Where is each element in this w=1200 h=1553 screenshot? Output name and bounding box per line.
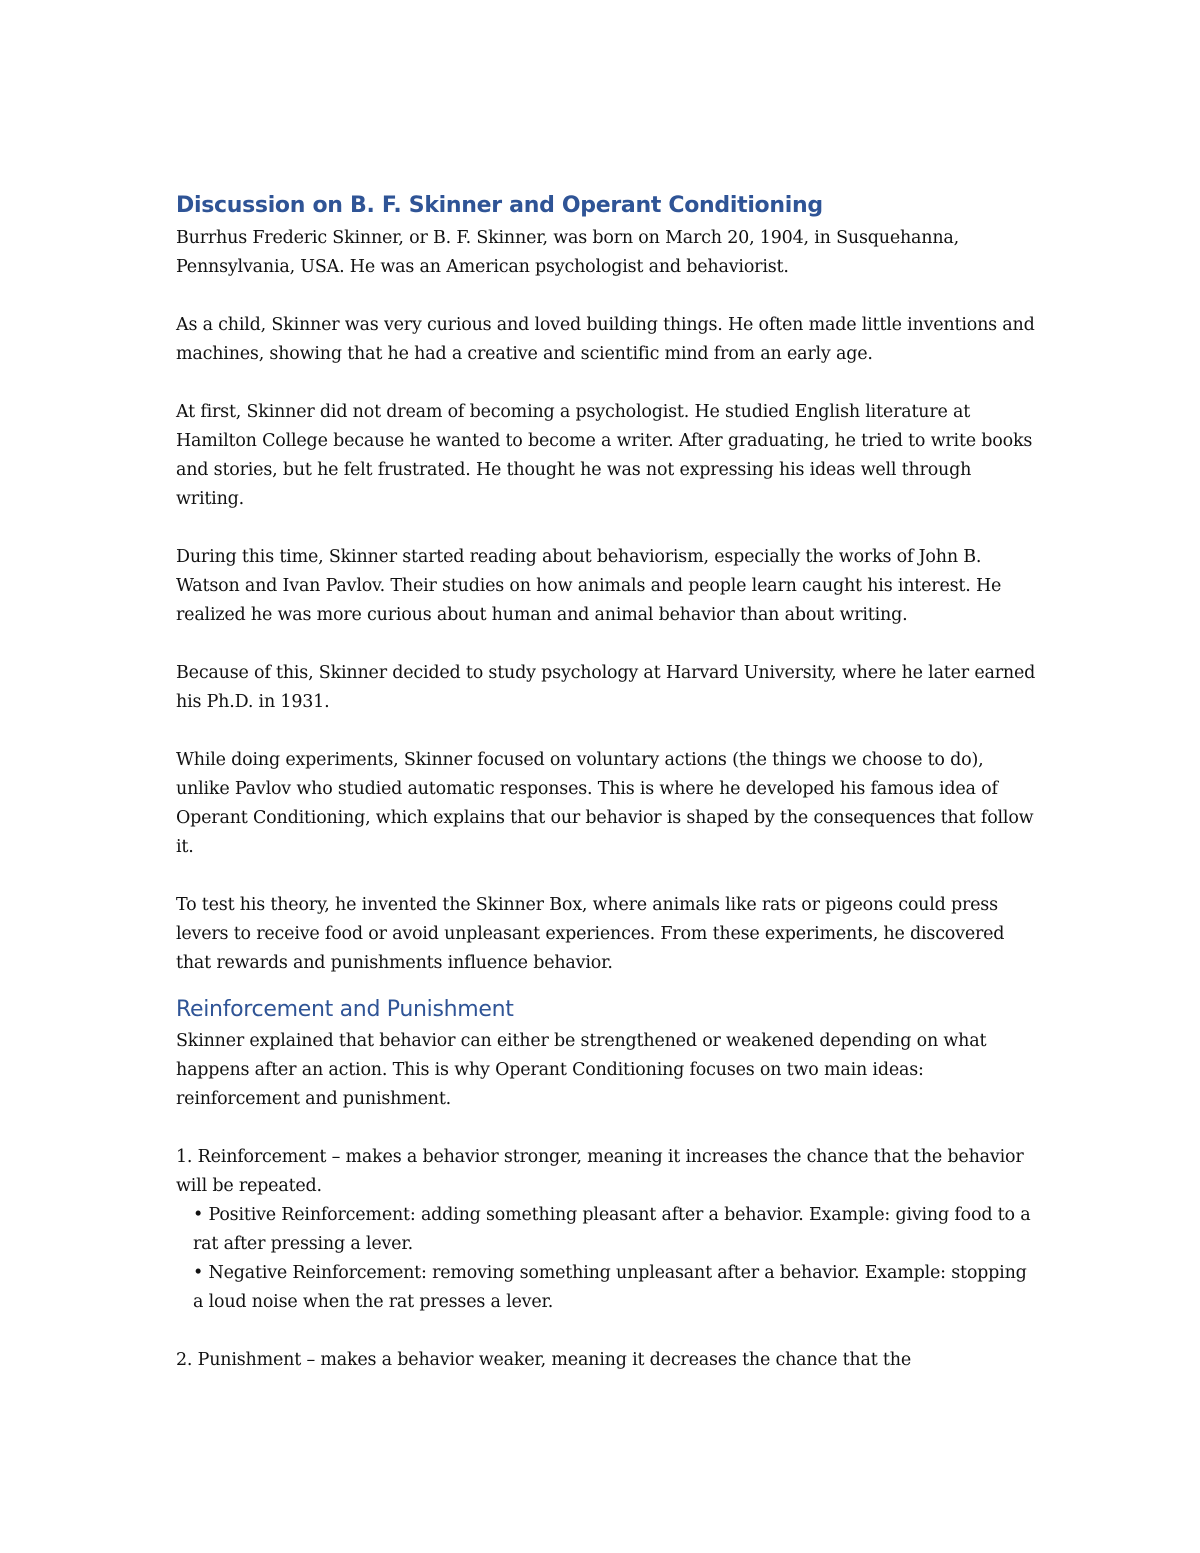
paragraph-skinner-box: To test his theory, he invented the Skinner Box, where animals like rats or pigeons could press levers to receive food or avoid unpleasant experiences. From these experiments, he discovered that rewards and punishments influence behavior. <box>176 895 1005 973</box>
list-item-punishment: 2. Punishment – makes a behavior weaker, meaning it decreases the chance that the <box>176 1350 911 1370</box>
paragraph-gap <box>176 1317 1036 1346</box>
paragraph-harvard: Because of this, Skinner decided to study psychology at Harvard University, where he later earned his Ph.D. in 1931. <box>176 663 1036 712</box>
paragraph-birth: Burrhus Frederic Skinner, or B. F. Skinner, was born on March 20, 1904, in Susquehanna, Pennsylvania, USA. He was an American psychologist and behaviorist. <box>176 228 960 277</box>
paragraph-childhood: As a child, Skinner was very curious and loved building things. He often made little inventions and machines, showing that he had a creative and scientific mind from an early age. <box>176 315 1035 364</box>
paragraph-gap <box>176 717 1036 746</box>
paragraph-gap <box>176 630 1036 659</box>
paragraph-gap <box>176 514 1036 543</box>
paragraph-operant-conditioning: While doing experiments, Skinner focused on voluntary actions (the things we choose to do), unlike Pavlov who studied automatic responses. This is where he developed his famous idea of Operant Conditioning, which explains that our behavior is shaped by the consequences that follow it. <box>176 750 1034 857</box>
paragraph-section-intro: Skinner explained that behavior can either be strengthened or weakened depending on what happens after an action. This is why Operant Conditioning focuses on two main ideas: reinforcement and punishment. <box>176 1031 987 1109</box>
paragraph-early-career: At first, Skinner did not dream of becoming a psychologist. He studied English literature at Hamilton College because he wanted to become a writer. After graduating, he tried to write books and stories, but he felt frustrated. He thought he was not expressing his ideas well through writing. <box>176 402 1033 509</box>
list-bullet-negative-reinforcement: • Negative Reinforcement: removing something unpleasant after a behavior. Example: stopping a loud noise when the rat presses a lever. <box>193 1263 1027 1312</box>
document-body <box>176 190 1036 1375</box>
paragraph-gap <box>176 1114 1036 1143</box>
paragraph-gap <box>176 862 1036 891</box>
list-item-reinforcement: 1. Reinforcement – makes a behavior stronger, meaning it increases the chance that the behavior will be repeated. <box>176 1147 1024 1196</box>
paragraph-gap <box>176 369 1036 398</box>
paragraph-behaviorism: During this time, Skinner started reading about behaviorism, especially the works of John B. Watson and Ivan Pavlov. Their studies on how animals and people learn caught his interest. He realized he was more curious about human and animal behavior than about writing. <box>176 547 1002 625</box>
paragraph-gap <box>176 282 1036 311</box>
list-bullet-positive-reinforcement: • Positive Reinforcement: adding something pleasant after a behavior. Example: giving food to a rat after pressing a lever. <box>193 1205 1031 1254</box>
page-title: Discussion on B. F. Skinner and Operant Conditioning <box>176 193 823 218</box>
section-heading: Reinforcement and Punishment <box>176 997 514 1022</box>
